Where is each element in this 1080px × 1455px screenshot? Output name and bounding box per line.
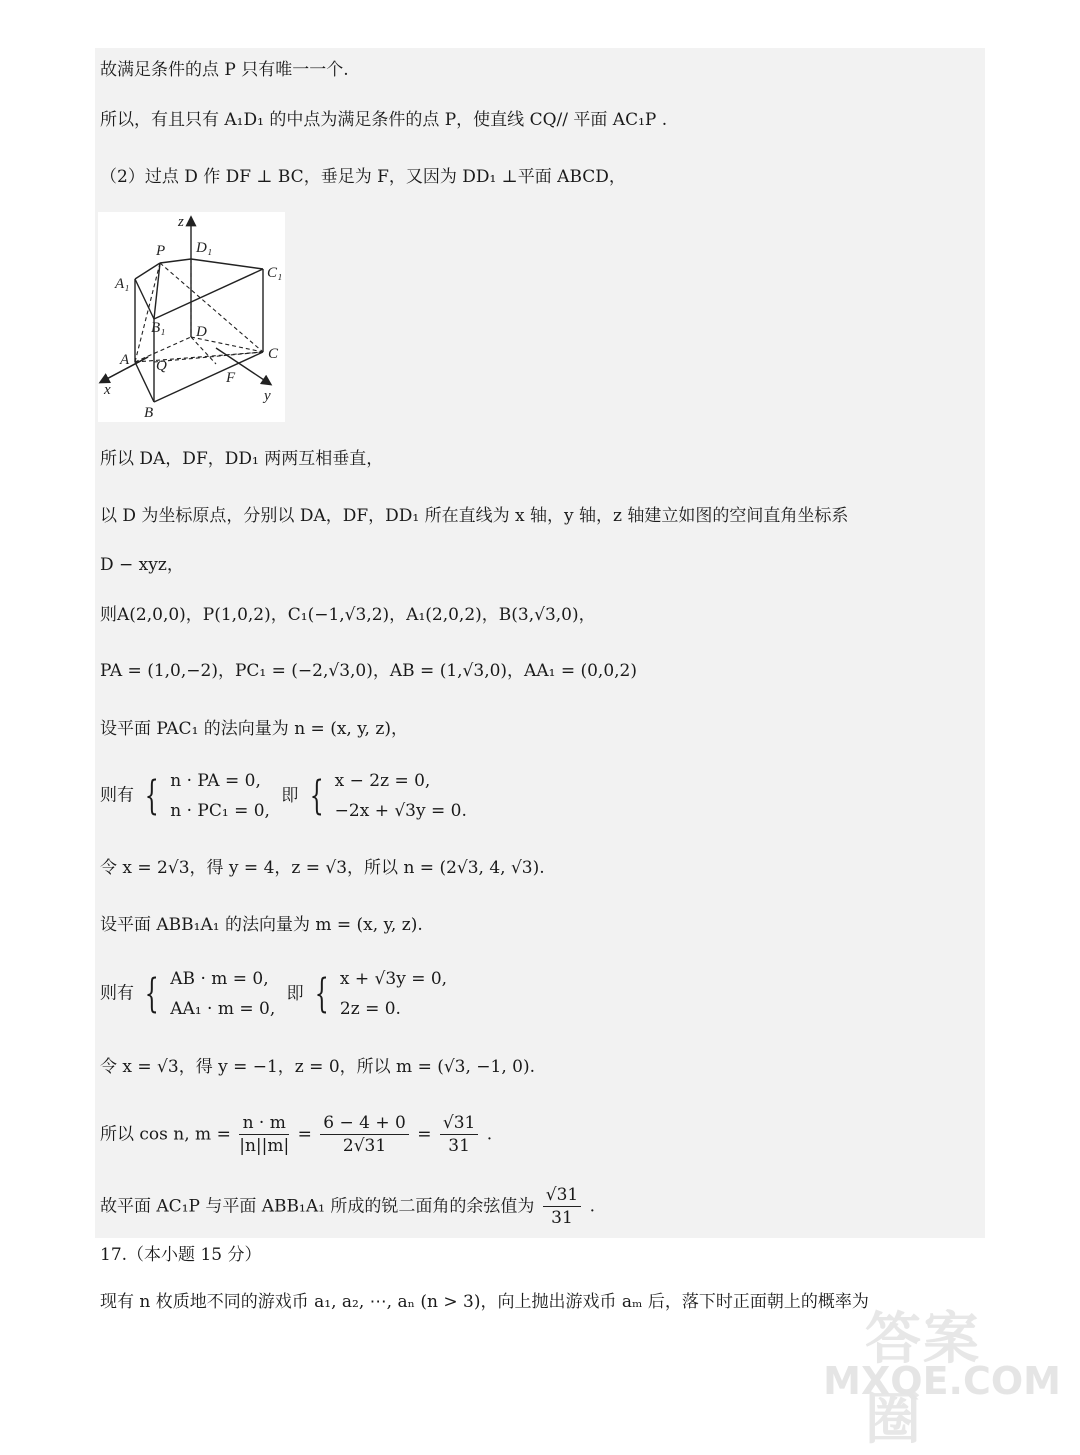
cosine-formula	[100, 1112, 492, 1164]
fraction-1-den: |n||m|	[239, 1136, 290, 1156]
eq2-mid: 即	[286, 983, 304, 1004]
watermark-cn: 答案圈	[865, 1307, 981, 1452]
fraction-3	[440, 1112, 478, 1157]
label-q: Q	[156, 358, 167, 374]
eq2-row-2: AA₁ · m = 0,	[170, 999, 276, 1019]
eq1-row-2: n · PC₁ = 0,	[170, 801, 270, 821]
eq2-row-1: AB · m = 0,	[170, 969, 269, 989]
question-17-text: 现有 n 枚质地不同的游戏币 a₁, a₂, ⋯, aₙ (n > 3)，向上抛出游戏币 aₘ 后，落下时正面朝上的概率为	[100, 1292, 869, 1312]
eq1-row-1: n · PA = 0,	[170, 771, 261, 791]
eq1-right-system	[335, 766, 467, 826]
cos-prefix: 所以 cos n, m =	[100, 1124, 231, 1145]
question-17-header: 17.（本小题 15 分）	[100, 1245, 262, 1265]
text-line-6: D − xyz，	[100, 555, 184, 575]
eq1-mid: 即	[281, 785, 299, 806]
prism-diagram	[98, 212, 285, 422]
fraction-1-num: n · m	[239, 1112, 289, 1135]
text-line-11: 令 x = 2√3，得 y = 4，z = √3，所以 n = (2√3, 4, √3).	[100, 858, 545, 878]
text-line-9: 设平面 PAC₁ 的法向量为 n = (x, y, z)，	[100, 719, 408, 739]
label-c1: C₁	[267, 265, 283, 281]
eq2-prefix: 则有	[100, 983, 134, 1004]
label-y: y	[264, 388, 271, 404]
prism-figure	[98, 212, 285, 422]
eq2-row-4: 2z = 0.	[339, 999, 401, 1019]
fraction-3-den: 31	[448, 1136, 470, 1156]
label-c: C	[268, 346, 279, 362]
fraction-2	[320, 1112, 409, 1157]
text-line-3: （2）过点 D 作 DF ⊥ BC，垂足为 F，又因为 DD₁ ⊥平面 ABCD，	[100, 167, 626, 187]
label-p: P	[156, 243, 166, 259]
label-b: B	[144, 405, 154, 421]
conclusion-fraction-num: √31	[543, 1184, 581, 1207]
text-line-7: 则A(2,0,0)，P(1,0,2)，C₁(−1,√3,2)，A₁(2,0,2)，B(3,√3,0)，	[100, 605, 596, 625]
text-line-14: 令 x = √3，得 y = −1，z = 0，所以 m = (√3, −1, 0).	[100, 1057, 536, 1077]
conclusion-fraction	[543, 1184, 581, 1229]
text-line-8: PA = (1,0,−2)，PC₁ = (−2,√3,0)，AB = (1,√3,0)，AA₁ = (0,0,2)	[100, 661, 637, 681]
brace-icon: {	[145, 773, 160, 819]
equation-system-1	[100, 766, 467, 830]
eq1-row-4: −2x + √3y = 0.	[334, 801, 467, 821]
conclusion-line	[100, 1184, 595, 1236]
eq2-right-system	[340, 964, 447, 1024]
brace-icon: {	[314, 971, 329, 1017]
eq2-left-system	[170, 964, 275, 1024]
watermark-logo	[823, 1295, 1065, 1452]
watermark-en: MXQE.COM	[823, 1359, 1061, 1403]
fraction-2-num: 6 − 4 + 0	[320, 1112, 409, 1135]
label-f: F	[226, 370, 236, 386]
conclusion-fraction-den: 31	[551, 1208, 573, 1228]
text-line-4: 所以 DA，DF，DD₁ 两两互相垂直，	[100, 449, 384, 469]
text-line-1: 故满足条件的点 P 只有唯一一个.	[100, 60, 349, 80]
eq1-prefix: 则有	[100, 785, 134, 806]
text-line-2: 所以，有且只有 A₁D₁ 的中点为满足条件的点 P，使直线 CQ// 平面 AC₁P .	[100, 110, 668, 130]
brace-icon: {	[309, 773, 324, 819]
period: .	[486, 1124, 493, 1145]
fraction-3-num: √31	[440, 1112, 478, 1135]
text-line-12: 设平面 ABB₁A₁ 的法向量为 m = (x, y, z).	[100, 915, 423, 935]
brace-icon: {	[145, 971, 160, 1017]
equation-system-2	[100, 964, 447, 1028]
label-b1: B₁	[151, 320, 166, 336]
eq1-left-system	[170, 766, 270, 826]
fraction-2-den: 2√31	[342, 1136, 387, 1156]
equals-sign: =	[297, 1124, 312, 1145]
equals-sign-2: =	[417, 1124, 432, 1145]
label-a1: A₁	[115, 276, 130, 292]
conclusion-period: .	[589, 1196, 596, 1217]
text-line-5: 以 D 为坐标原点，分别以 DA，DF，DD₁ 所在直线为 x 轴，y 轴，z 轴建立如图的空间直角坐标系	[100, 506, 849, 526]
label-x: x	[104, 382, 111, 398]
label-a: A	[120, 352, 130, 368]
fraction-1	[239, 1112, 289, 1157]
label-d1: D₁	[196, 240, 213, 256]
eq1-row-3: x − 2z = 0,	[334, 771, 431, 791]
label-d: D	[196, 324, 207, 340]
eq2-row-3: x + √3y = 0,	[339, 969, 448, 989]
label-z: z	[178, 214, 184, 230]
conclusion-text: 故平面 AC₁P 与平面 ABB₁A₁ 所成的锐二面角的余弦值为	[100, 1196, 535, 1217]
